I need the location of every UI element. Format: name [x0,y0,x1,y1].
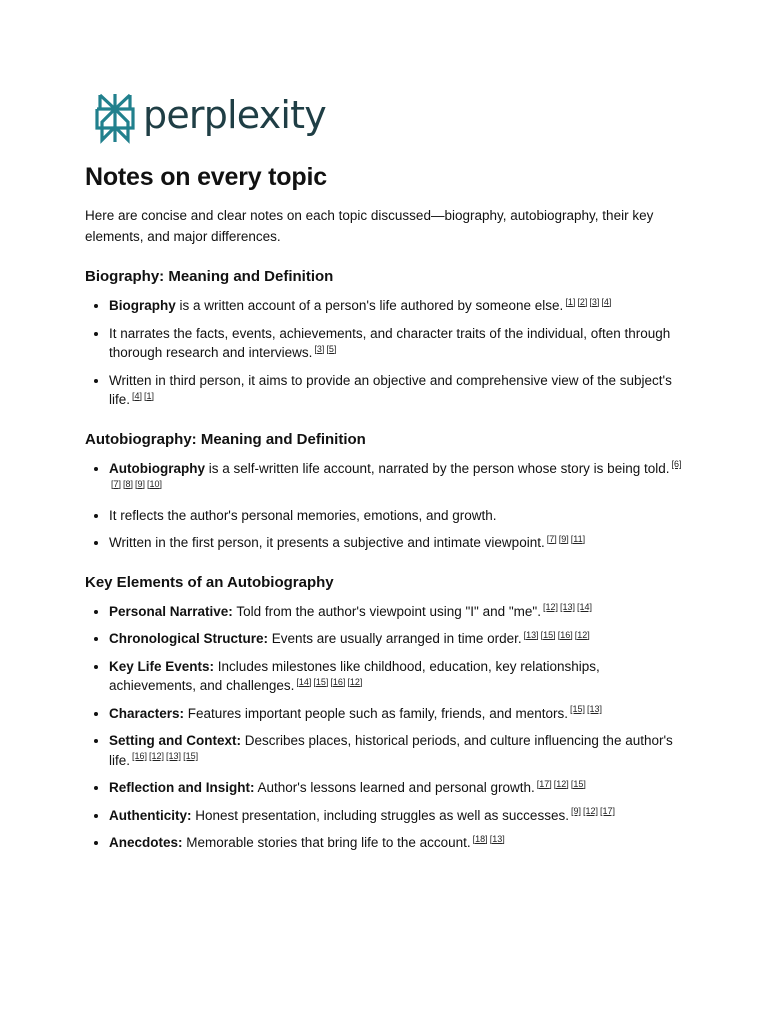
item-term: Characters: [109,705,185,721]
citation-link[interactable]: [17] [599,806,615,816]
citation-link[interactable]: [9] [135,478,146,489]
section-heading: Autobiography: Meaning and Definition [85,430,366,448]
item-text: Told from the author's viewpoint using "I" and "me". [232,603,541,619]
item-text: Author's lessons learned and personal growth. [254,780,535,795]
citation-link[interactable]: [9] [558,533,569,544]
item-text: is a written account of a person's life authored by someone else. [175,298,564,313]
citation-link[interactable]: [12] [582,806,598,816]
item-term: Autobiography [109,460,205,476]
citation-link[interactable]: [16] [132,751,148,761]
citation-link[interactable]: [13] [166,751,182,761]
citation-link[interactable]: [4] [132,390,143,401]
sections-container [85,267,685,853]
item-text: Features important people such as family, friends, and mentors. [184,705,568,721]
citation-link[interactable]: [3] [314,343,325,354]
item-text: It narrates the facts, events, achievements, and character traits of the individual, often through thorough research and interviews. [109,325,671,360]
item-term: Setting and Context: [109,733,241,748]
list-item [109,459,685,498]
list-item [109,324,685,363]
item-text: It reflects the author's personal memories, emotions, and growth. [109,507,497,523]
citation-link[interactable]: [16] [557,629,573,640]
citation-link[interactable]: [12] [553,778,569,789]
logo-wordmark: perplexity [143,93,326,137]
citation-link[interactable]: [11] [570,533,586,544]
item-term: Anecdotes: [109,835,183,850]
citation-link[interactable]: [13] [523,629,539,640]
list-item [109,704,685,724]
list-item [109,806,685,826]
citation-link[interactable]: [13] [587,704,603,714]
perplexity-logo-icon [95,92,135,144]
page-title: Notes on every topic [85,163,327,191]
citation-link[interactable]: [1] [144,390,155,401]
list-item [109,833,685,853]
citation-link[interactable]: [9] [570,806,581,816]
item-text: Memorable stories that bring life to the account. [182,835,471,850]
citation-link[interactable]: [4] [601,296,612,307]
perplexity-logo [95,90,685,146]
citation-link[interactable]: [13] [489,833,505,844]
citation-link[interactable]: [14] [296,676,312,687]
item-term: Personal Narrative: [109,603,233,619]
bullet-list [85,602,685,853]
bullet-list [85,296,685,410]
citation-link[interactable]: [16] [330,676,346,687]
list-item [109,731,685,770]
item-text: Events are usually arranged in time order. [268,631,522,646]
item-text: Describes places, historical periods, and culture influencing the author's life. [109,733,673,768]
citation-link[interactable]: [15] [570,778,586,789]
citation-link[interactable]: [5] [326,343,337,354]
list-item [109,296,685,316]
list-item [109,778,685,798]
citation-link[interactable]: [15] [313,676,329,687]
citation-link[interactable]: [18] [472,833,488,844]
list-item [109,657,685,696]
citation-link[interactable]: [6] [671,459,682,469]
list-item [109,629,685,649]
bullet-list [85,459,685,553]
item-term: Authenticity: [109,807,192,823]
citation-link[interactable]: [12] [149,751,165,761]
citation-link[interactable]: [15] [540,629,556,640]
list-item [109,371,685,410]
citation-link[interactable]: [3] [589,296,600,307]
intro-paragraph: Here are concise and clear notes on each topic discussed—biography, autobiography, their key elements, and major differences. [85,208,654,244]
item-text: Honest presentation, including struggles as well as successes. [191,807,569,823]
citation-link[interactable]: [13] [559,602,575,612]
item-term: Biography [109,298,176,313]
citation-link[interactable]: [17] [536,778,552,789]
citation-link[interactable]: [7] [111,478,122,489]
citation-link[interactable]: [15] [569,704,585,714]
list-item [109,533,685,553]
citation-link[interactable]: [10] [147,478,163,489]
section-heading: Biography: Meaning and Definition [85,268,334,285]
item-text: Includes milestones like childhood, education, key relationships, achievements, and challenges. [109,658,600,693]
item-term: Reflection and Insight: [109,780,255,795]
list-item [109,506,685,526]
section-heading: Key Elements of an Autobiography [85,573,334,591]
document-page [85,90,685,861]
citation-link[interactable]: [14] [577,602,593,612]
citation-link[interactable]: [7] [546,533,557,544]
item-text: Written in the first person, it presents a subjective and intimate viewpoint. [109,535,545,550]
list-item [109,602,685,622]
citation-link[interactable]: [15] [183,751,199,761]
item-text: is a self-written life account, narrated by the person whose story is being told. [205,460,670,476]
citation-link[interactable]: [2] [577,296,588,307]
citation-link[interactable]: [12] [542,602,558,612]
item-term: Chronological Structure: [109,631,269,646]
citation-link[interactable]: [12] [347,676,363,687]
citation-link[interactable]: [1] [565,296,576,307]
item-text: Written in third person, it aims to provide an objective and comprehensive view of the subject's life. [109,372,672,407]
item-term: Key Life Events: [109,658,215,674]
citation-link[interactable]: [12] [574,629,590,640]
citation-link[interactable]: [8] [123,478,134,489]
